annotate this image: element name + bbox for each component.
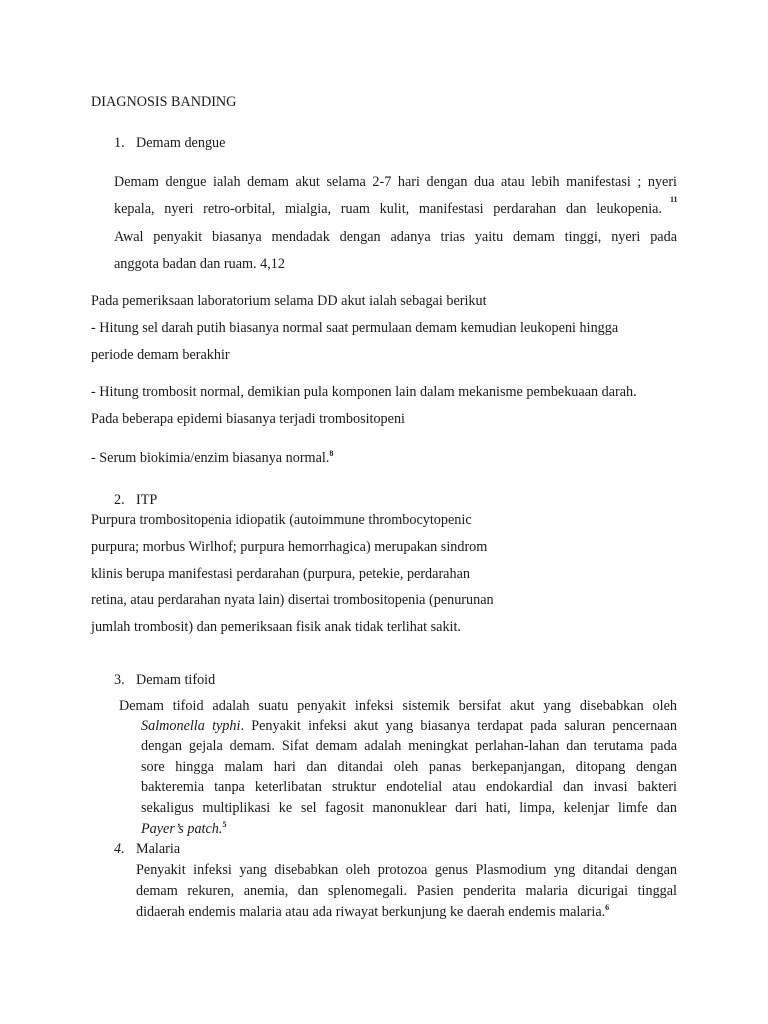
lab-item-3-text: - Serum biokimia/enzim biasanya normal.	[91, 450, 330, 466]
section2-line-5: jumlah trombosit) dan pemeriksaan fisik anak tidak terlihat sakit.	[91, 619, 461, 635]
lab-item-3-footnote-ref: 8	[329, 449, 334, 458]
page-heading: DIAGNOSIS BANDING	[91, 94, 237, 110]
section3-line-5: bakteremia tanpa keterlibatan struktur endotelial atau endokardial dan invasi bakteri	[141, 779, 677, 795]
section1-para-line-1: Demam dengue ialah demam akut selama 2-7 hari dengan dua atau lebih manifestasi ; nyeri	[114, 174, 677, 190]
section3-footnote-ref: 5	[222, 820, 227, 829]
section3-line-6: sekaligus multiplikasi ke sel fagosit manonuklear dari hati, limpa, kelenjar limfe dan	[141, 800, 677, 816]
lab-item-2-line-2: Pada beberapa epidemi biasanya terjadi trombositopeni	[91, 411, 405, 427]
section3-line-7	[141, 820, 226, 838]
lab-item-3	[91, 449, 333, 467]
section2-line-3: klinis berupa manifestasi perdarahan (purpura, petekie, perdarahan	[91, 566, 470, 582]
section3-line-3: dengan gejala demam. Sifat demam adalah meningkat perlahan-lahan dan terutama pada	[141, 738, 677, 754]
section1-para-line-2: kepala, nyeri retro-orbital, mialgia, ruam kulit, manifestasi perdarahan dan leukopenia.	[114, 201, 662, 217]
section2-title: ITP	[136, 492, 158, 508]
section2-number: 2.	[114, 492, 125, 508]
section2-line-1: Purpura trombositopenia idiopatik (autoimmune thrombocytopenic	[91, 512, 472, 528]
section1-para-line-3: Awal penyakit biasanya mendadak dengan adanya trias yaitu demam tinggi, nyeri pada	[114, 229, 677, 245]
section3-title: Demam tifoid	[136, 672, 216, 688]
section3-line-4: sore hingga malam hari dan ditandai oleh panas berkepanjangan, ditopang dengan	[141, 759, 677, 775]
lab-item-1-line-2: periode demam berakhir	[91, 347, 230, 363]
section3-line-2-rest: . Penyakit infeksi akut yang biasanya terdapat pada saluran pencernaan	[240, 718, 677, 734]
section4-footnote-ref: 6	[605, 903, 610, 912]
lab-item-2-line-1: - Hitung trombosit normal, demikian pula komponen lain dalam mekanisme pembekuaan darah.	[91, 384, 637, 400]
payers-patch-text: Payer’s patch.	[141, 821, 223, 837]
section4-title: Malaria	[136, 841, 181, 857]
section3-number: 3.	[114, 672, 125, 688]
section4-line-2: demam rekuren, anemia, dan splenomegali. Pasien penderita malaria dicurigai tinggal	[136, 883, 677, 899]
section4-line-1: Penyakit infeksi yang disebabkan oleh protozoa genus Plasmodium yng ditandai dengan	[136, 862, 677, 878]
section4-line-3	[136, 903, 609, 921]
section4-number: 4.	[114, 841, 125, 857]
section3-line-1: Demam tifoid adalah suatu penyakit infeksi sistemik bersifat akut yang disebabkan oleh	[119, 698, 677, 714]
section1-para-line-4: anggota badan dan ruam. 4,12	[114, 256, 285, 272]
section3-line-2	[141, 718, 677, 735]
section1-title: Demam dengue	[136, 135, 226, 151]
section2-line-2: purpura; morbus Wirlhof; purpura hemorrhagica) merupakan sindrom	[91, 539, 488, 555]
lab-intro: Pada pemeriksaan laboratorium selama DD akut ialah sebagai berikut	[91, 293, 487, 309]
section4-line-3-text: didaerah endemis malaria atau ada riwayat berkunjung ke daerah endemis malaria.	[136, 904, 606, 920]
lab-item-1-line-1: - Hitung sel darah putih biasanya normal saat permulaan demam kemudian leukopeni hingga	[91, 320, 619, 336]
section2-line-4: retina, atau perdarahan nyata lain) disertai trombositopenia (penurunan	[91, 592, 494, 608]
section1-footnote-ref: 11	[670, 195, 678, 204]
section1-number: 1.	[114, 135, 125, 151]
salmonella-typhi-text: Salmonella typhi	[141, 718, 241, 734]
